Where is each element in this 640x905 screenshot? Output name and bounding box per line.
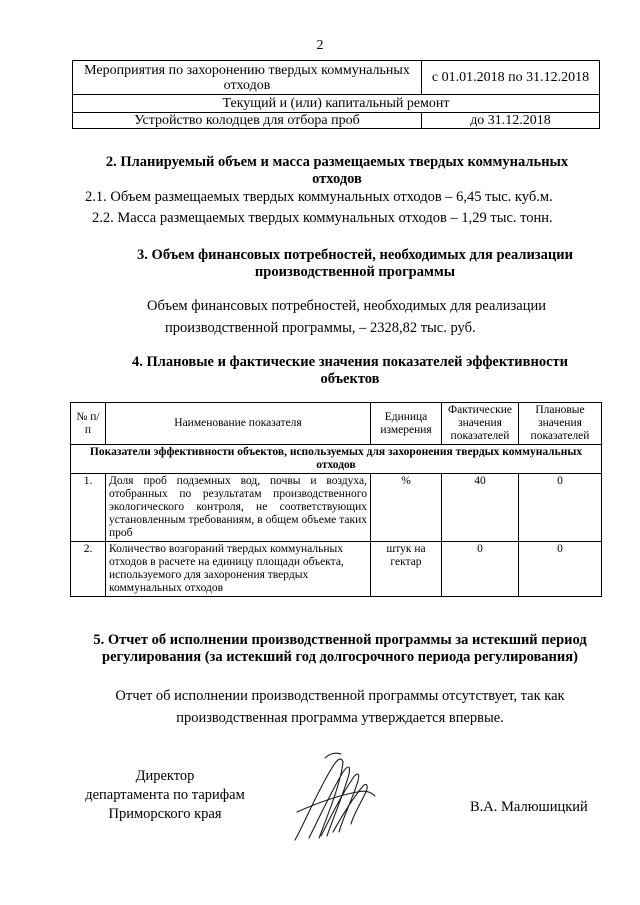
handwritten-signature bbox=[285, 752, 385, 847]
top-table-period-2: до 31.12.2018 bbox=[422, 113, 600, 129]
row-1-name: Доля проб подземных вод, почвы и воздуха, отобранных по результатам производственного экологического контроля, не соответствующих установленным требованиям, в общем объеме таких проб bbox=[106, 474, 371, 542]
top-table bbox=[72, 60, 600, 129]
table-row bbox=[71, 542, 602, 597]
col-header-number: № п/п bbox=[71, 403, 106, 445]
section-2-line-2: 2.2. Масса размещаемых твердых коммунальных отходов – 1,29 тыс. тонн. bbox=[92, 210, 553, 226]
col-header-name: Наименование показателя bbox=[106, 403, 371, 445]
row-2-number: 2. bbox=[71, 542, 106, 597]
col-header-planned: Плановые значения показателей bbox=[519, 403, 602, 445]
section-4-heading: 4. Плановые и фактические значения показателей эффективности объектов bbox=[131, 354, 568, 387]
row-1-planned: 0 bbox=[519, 474, 602, 542]
row-2-name: Количество возгораний твердых коммунальных отходов в расчете на единицу площади объекта, используемого для захоронения твердых коммунальных отходов bbox=[106, 542, 371, 597]
section-2-heading: 2. Планируемый объем и масса размещаемых твердых коммунальных отходов bbox=[105, 154, 569, 187]
row-2-actual: 0 bbox=[442, 542, 519, 597]
row-1-unit: % bbox=[371, 474, 442, 542]
top-table-period-1: с 01.01.2018 по 31.12.2018 bbox=[422, 61, 600, 95]
signatory-position-line-1: Директор bbox=[135, 768, 195, 784]
row-1-actual: 40 bbox=[442, 474, 519, 542]
signatory-position bbox=[60, 767, 270, 824]
table-group-title: Показатели эффективности объектов, используемых для захоронения твердых коммунальных отходов bbox=[71, 445, 602, 474]
section-5-heading: 5. Отчет об исполнении производственной программы за истекший период регулирования (за истекший год долгосрочного периода регулирования) bbox=[93, 632, 587, 665]
page-number: 2 bbox=[316, 38, 324, 53]
signatory-name: В.А. Малюшицкий bbox=[470, 799, 588, 815]
section-2-line-1: 2.1. Объем размещаемых твердых коммунальных отходов – 6,45 тыс. куб.м. bbox=[85, 189, 553, 205]
top-table-section-title: Текущий и (или) капитальный ремонт bbox=[73, 95, 600, 113]
col-header-unit: Единица измерения bbox=[371, 403, 442, 445]
table-row bbox=[71, 474, 602, 542]
section-5-text: Отчет об исполнении производственной программы отсутствует, так как производственная программа утверждается впервые. bbox=[115, 688, 565, 726]
top-table-activity-2: Устройство колодцев для отбора проб bbox=[73, 113, 422, 129]
section-3-text: Объем финансовых потребностей, необходимых для реализации производственной программы, – 2328,82 тыс. руб. bbox=[147, 298, 546, 336]
row-2-planned: 0 bbox=[519, 542, 602, 597]
col-header-actual: Фактические значения показателей bbox=[442, 403, 519, 445]
indicators-table bbox=[70, 402, 602, 597]
section-3-heading: 3. Объем финансовых потребностей, необходимых для реализации производственной программы bbox=[137, 247, 573, 280]
row-1-number: 1. bbox=[71, 474, 106, 542]
row-2-unit: штук на гектар bbox=[371, 542, 442, 597]
top-table-activity-1: Мероприятия по захоронению твердых коммунальных отходов bbox=[73, 61, 422, 95]
signatory-position-line-3: Приморского края bbox=[108, 806, 222, 822]
signatory-position-line-2: департамента по тарифам bbox=[85, 787, 245, 803]
